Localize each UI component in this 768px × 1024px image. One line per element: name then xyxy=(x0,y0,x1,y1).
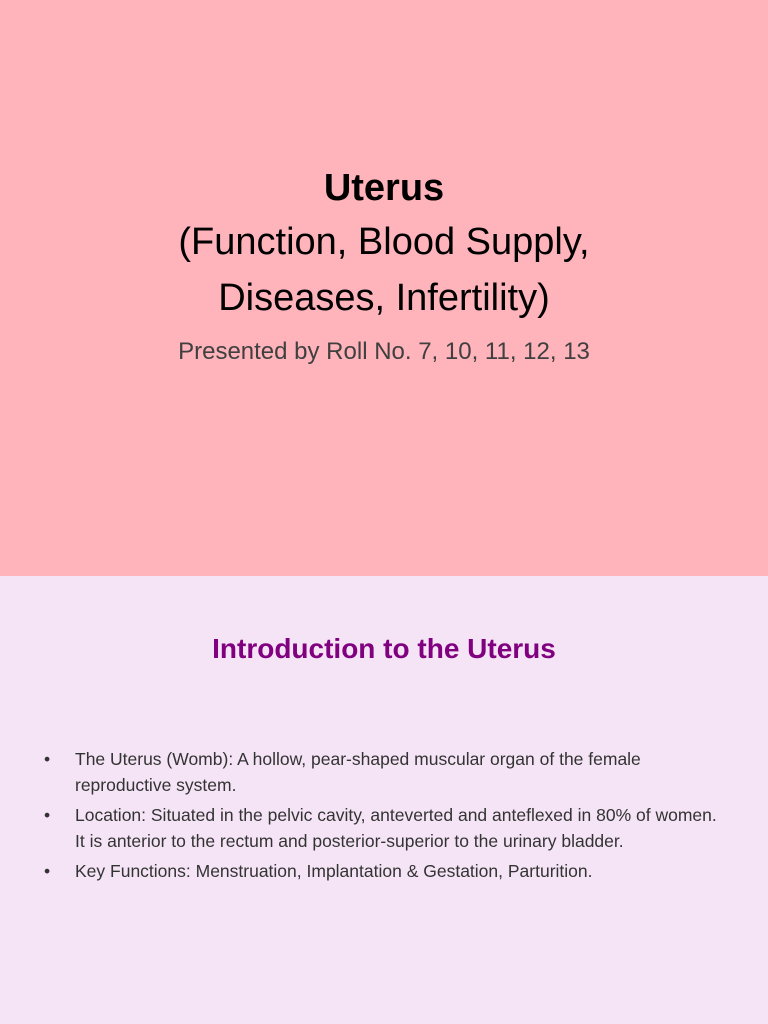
title-block xyxy=(0,162,768,368)
bullet-item xyxy=(40,802,728,854)
presenters-text: Presented by Roll No. 7, 10, 11, 12, 13 xyxy=(178,338,590,365)
slide-subtitle-line-1: (Function, Blood Supply, xyxy=(178,221,590,263)
slide-title: Uterus xyxy=(323,167,445,209)
bullet-item xyxy=(40,858,728,884)
bullet-dot-icon: • xyxy=(44,805,51,825)
intro-heading: Introduction to the Uterus xyxy=(212,633,556,664)
bullet-text: Key Functions: Menstruation, Implantation & Gestation, Parturition. xyxy=(75,861,593,881)
bullet-item xyxy=(40,746,728,798)
intro-slide xyxy=(0,576,768,1024)
bullet-dot-icon: • xyxy=(44,749,51,769)
bullet-text: The Uterus (Womb): A hollow, pear-shaped muscular organ of the female reproductive system. xyxy=(75,749,641,795)
bullet-list xyxy=(40,746,728,888)
bullet-text: Location: Situated in the pelvic cavity, anteverted and anteflexed in 80% of women. It is anterior to the rectum and posterior-superior to the urinary bladder. xyxy=(75,805,717,851)
bullet-dot-icon: • xyxy=(44,861,51,881)
slide-subtitle-line-2: Diseases, Infertility) xyxy=(218,277,550,319)
